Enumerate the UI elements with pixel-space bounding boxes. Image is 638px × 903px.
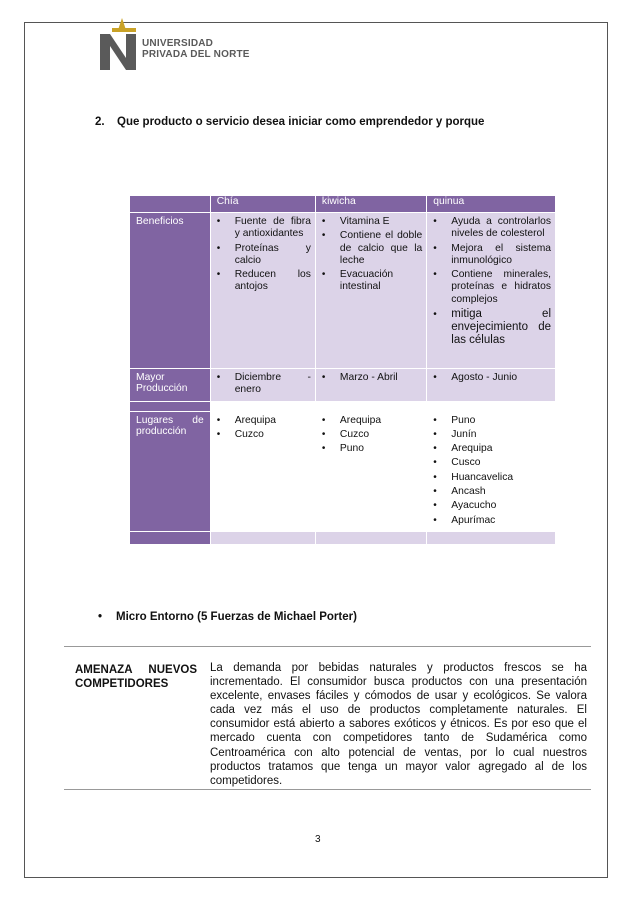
divider-bottom — [64, 789, 591, 790]
cell-quinua-lugares — [427, 411, 556, 531]
table-header-quinua: quinua — [427, 196, 556, 213]
bullet-icon: • — [98, 611, 103, 623]
table-row — [130, 411, 556, 531]
list-item: • mitiga el envejecimiento de las células — [433, 308, 551, 347]
list-item: • Arequipa — [433, 443, 493, 455]
list-item: • Ayacucho — [433, 500, 497, 512]
micro-entorno-heading — [98, 611, 357, 623]
list-item: • Vitamina E — [321, 216, 390, 227]
list-item: • Apurímac — [433, 514, 496, 526]
list-item: • Puno — [433, 414, 476, 426]
row-label-lugares-produccion: Lugares de producción — [130, 411, 211, 531]
table-header-kiwicha: kiwicha — [315, 196, 426, 213]
table-row — [130, 213, 556, 369]
page-number: 3 — [315, 834, 321, 845]
list-item: • Proteínas y calcio — [216, 242, 311, 266]
question-text: Que producto o servicio desea iniciar como emprendedor y porque — [117, 116, 485, 128]
table-spacer-row — [130, 401, 556, 411]
list-item: • Evacuación intestinal — [321, 269, 394, 293]
cell-chia-lugares — [210, 411, 315, 531]
list-item: • Mejora el sistema inmunológico — [433, 242, 551, 266]
list-item: • Diciembre - enero — [216, 372, 311, 396]
cell-kiwicha-produccion — [315, 369, 426, 402]
list-item: • Cuzco — [216, 428, 264, 440]
list-item: • Puno — [321, 443, 364, 455]
cell-chia-produccion — [210, 369, 315, 402]
table-header-chia: Chía — [210, 196, 315, 213]
threat-description: La demanda por bebidas naturales y productos frescos se ha incrementado. El consumidor busca productos con una presentación excelente, envases fáciles y cómodos de usar y ecológicos. Se valora cada vez más el uso de productos completamente naturales. El consumidor está abierto a sabores exóticos y étnicos. Es por eso que el mercado cuenta con competidores tanto de Sudamérica como Centroamérica con alto potencial de ventas, por lo cual nuestros productos tratamos que tenga un mayor valor agregado al de los competidores. — [210, 662, 587, 787]
products-comparison-table — [129, 195, 556, 545]
list-item: • Contiene el doble de calcio que la leche — [321, 230, 423, 266]
cell-quinua-produccion — [427, 369, 556, 402]
cell-chia-beneficios — [210, 213, 315, 369]
university-name — [142, 38, 250, 60]
table-header-row — [130, 196, 556, 213]
question-number: 2. — [95, 116, 105, 128]
table-footer-row — [130, 531, 556, 544]
university-name-line1: UNIVERSIDAD — [142, 38, 214, 49]
list-item: • Cusco — [433, 457, 481, 469]
list-item: • Marzo - Abril — [321, 372, 398, 383]
row-label-mayor-produccion: Mayor Producción — [130, 369, 211, 402]
cell-kiwicha-lugares — [315, 411, 426, 531]
divider-top — [64, 646, 591, 647]
university-name-line2: PRIVADA DEL NORTE — [142, 49, 250, 60]
list-item: • Huancavelica — [433, 471, 514, 483]
row-label-beneficios: Beneficios — [130, 213, 211, 369]
cell-kiwicha-beneficios — [315, 213, 426, 369]
list-item: • Ancash — [433, 486, 486, 498]
cell-quinua-beneficios — [427, 213, 556, 369]
list-item: • Cuzco — [321, 428, 370, 440]
table-header-empty — [130, 196, 211, 213]
list-item: • Ayuda a controlarlos niveles de colesterol — [433, 216, 551, 240]
question-heading — [95, 116, 484, 128]
list-item: • Agosto - Junio — [433, 372, 518, 383]
micro-entorno-text: Micro Entorno (5 Fuerzas de Michael Porter) — [116, 611, 357, 623]
table-row — [130, 369, 556, 402]
list-item: • Arequipa — [216, 414, 276, 426]
list-item: • Fuente de fibra y antioxidantes — [216, 216, 311, 240]
threat-label: AMENAZA NUEVOS COMPETIDORES — [75, 664, 197, 690]
list-item: • Arequipa — [321, 414, 382, 426]
list-item: • Reducen los antojos — [216, 269, 311, 293]
list-item: • Junín — [433, 428, 477, 440]
list-item: • Contiene minerales, proteínas e hidratos complejos — [433, 269, 551, 305]
